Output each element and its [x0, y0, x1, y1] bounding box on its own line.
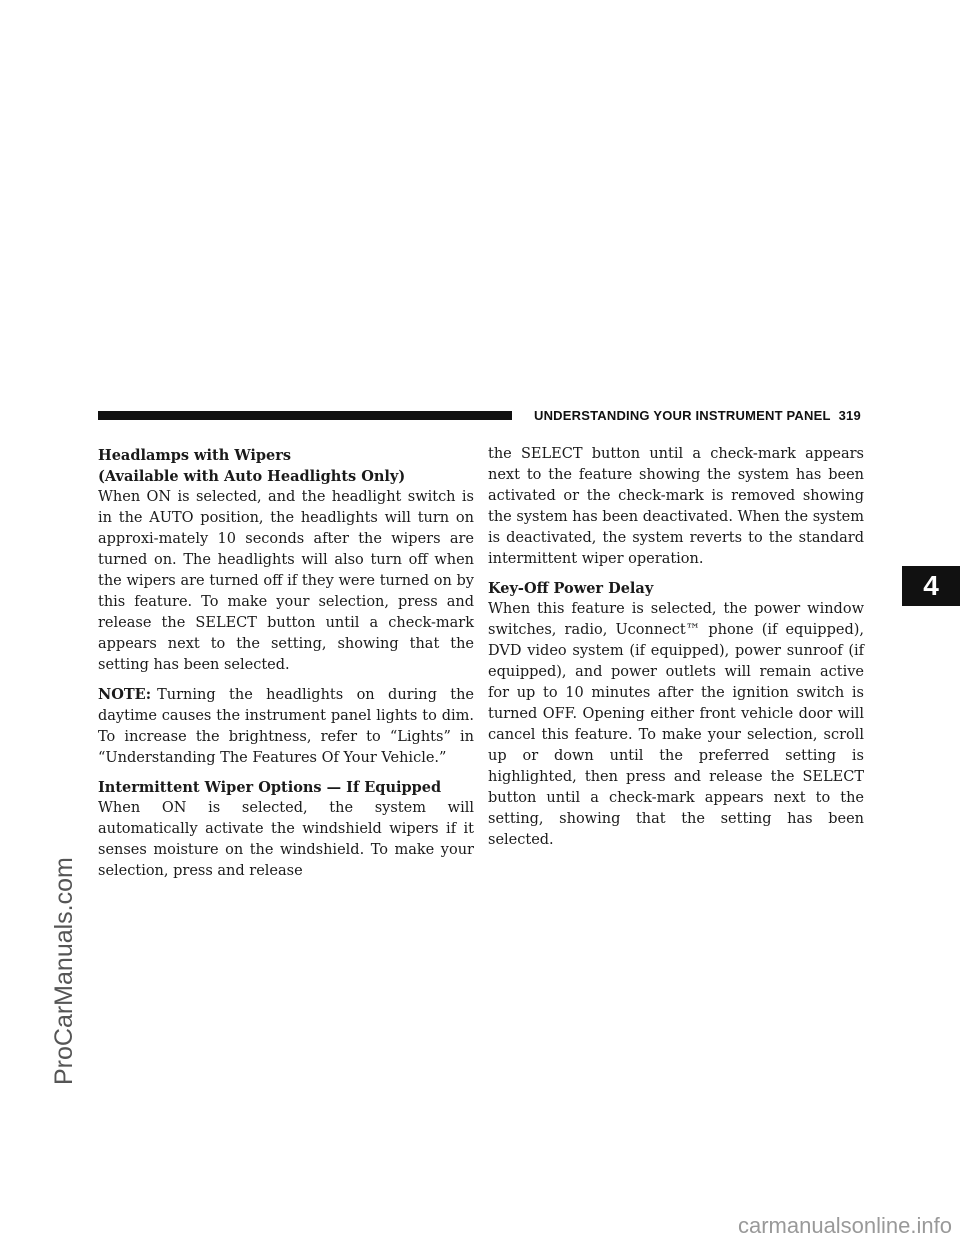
paragraph-headlamps: When ON is selected, and the headlight switch is in the AUTO position, the headlights will turn on approxi-mately 10 seconds after the wipers are turned on. The headlights will also turn off when the wipers are turned off if they were turned on by this feature. To make your selection, press and release the SELECT button until a check-mark appears next to the setting, showing that the setting has been selected.: [98, 489, 474, 673]
heading-key-off-power-delay: Key-Off Power Delay: [488, 580, 654, 597]
running-header: [534, 408, 861, 423]
heading-headlamps-with-wipers: Headlamps with Wipers: [98, 447, 292, 464]
section-title: UNDERSTANDING YOUR INSTRUMENT PANEL: [534, 408, 831, 423]
heading-intermittent-wiper: Intermittent Wiper Options — If Equipped: [98, 779, 442, 796]
right-column: [488, 444, 864, 851]
chapter-tab: 4: [902, 566, 960, 606]
heading-auto-headlights-only: (Available with Auto Headlights Only): [98, 468, 406, 485]
paragraph-key-off: When this feature is selected, the power window switches, radio, Uconnect™ phone (if equipped), DVD video system (if equipped), power sunroof (if equipped), and power outlets will remain active for up to 10 minutes after the ignition switch is turned OFF. Opening either front vehicle door will cancel this feature. To make your selection, scroll up or down until the preferred setting is highlighted, then press and release the SELECT button until a check-mark appears next to the setting, showing that the setting has been selected.: [488, 601, 864, 848]
note-text: Turning the headlights on during the daytime causes the instrument panel lights to dim. To increase the brightness, refer to “Lights” in “Understanding The Features Of Your Vehicle.”: [98, 687, 474, 766]
left-column: [98, 445, 474, 882]
note-label: NOTE:: [98, 686, 152, 703]
watermark-left: ProCarManuals.com: [50, 857, 78, 1085]
paragraph-continued: the SELECT button until a check-mark appears next to the feature showing the system has been activated or the check-mark is removed showing the system has been deactivated. When the system is deactivated, the system reverts to the standard intermittent wiper operation.: [488, 446, 864, 567]
paragraph-intermittent-wiper: When ON is selected, the system will automatically activate the windshield wipers if it senses moisture on the windshield. To make your selection, press and release: [98, 800, 474, 879]
watermark-bottom: carmanualsonline.info: [737, 1213, 952, 1238]
header-rule: [98, 411, 512, 420]
note-paragraph: [98, 684, 474, 769]
page-number: 319: [838, 408, 861, 423]
